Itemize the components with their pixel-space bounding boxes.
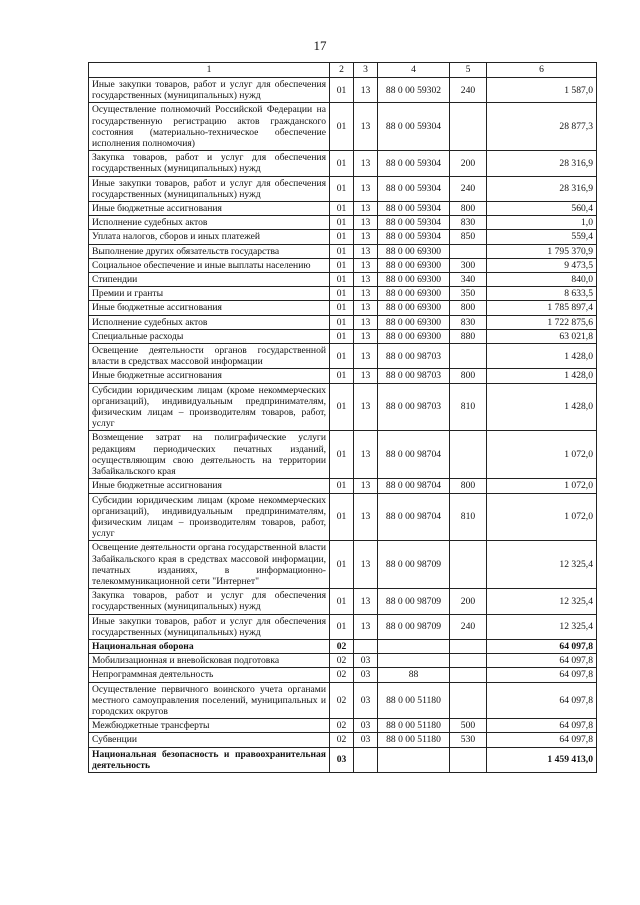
- cell-name: Освещение деятельности органов государственной власти в средствах массовой информации: [89, 344, 330, 369]
- cell-target-article: 88 0 00 51180: [378, 682, 450, 719]
- cell-target-article: 88 0 00 69300: [378, 315, 450, 329]
- cell-target-article: 88 0 00 59304: [378, 103, 450, 151]
- table-row: [89, 151, 597, 176]
- table-row: [89, 654, 597, 668]
- cell-amount: 64 097,8: [487, 733, 597, 747]
- cell-section: 03: [330, 747, 354, 772]
- cell-subsection: 13: [354, 301, 378, 315]
- cell-subsection: 13: [354, 176, 378, 201]
- cell-expense-type: 880: [450, 329, 487, 343]
- cell-name: Иные закупки товаров, работ и услуг для обеспечения государственных (муниципальных) нужд: [89, 614, 330, 639]
- cell-target-article: 88 0 00 59304: [378, 230, 450, 244]
- cell-expense-type: [450, 244, 487, 258]
- cell-target-article: 88 0 00 98709: [378, 589, 450, 614]
- cell-amount: 1 428,0: [487, 344, 597, 369]
- cell-amount: 1 795 370,9: [487, 244, 597, 258]
- table-row: [89, 329, 597, 343]
- cell-amount: 1 072,0: [487, 479, 597, 493]
- cell-target-article: 88 0 00 59304: [378, 176, 450, 201]
- cell-name: Возмещение затрат на полиграфические услуги редакциям периодических печатных изданий, осуществляющим свою деятельность на территории Забайкальского края: [89, 431, 330, 479]
- cell-section: 02: [330, 668, 354, 682]
- cell-section: 01: [330, 258, 354, 272]
- cell-expense-type: [450, 654, 487, 668]
- cell-expense-type: 240: [450, 176, 487, 201]
- cell-amount: 840,0: [487, 273, 597, 287]
- cell-subsection: 13: [354, 258, 378, 272]
- table-row: [89, 344, 597, 369]
- cell-subsection: 13: [354, 344, 378, 369]
- cell-target-article: 88 0 00 51180: [378, 719, 450, 733]
- cell-amount: 12 325,4: [487, 614, 597, 639]
- table-body: [89, 78, 597, 773]
- cell-section: 01: [330, 369, 354, 383]
- table-row: [89, 176, 597, 201]
- table-row: [89, 639, 597, 653]
- cell-target-article: 88 0 00 98704: [378, 493, 450, 541]
- header-col-1: 1: [89, 63, 330, 78]
- cell-expense-type: 810: [450, 493, 487, 541]
- table-row: [89, 733, 597, 747]
- cell-name: Субвенции: [89, 733, 330, 747]
- cell-target-article: 88 0 00 69300: [378, 244, 450, 258]
- cell-section: 02: [330, 719, 354, 733]
- cell-section: 02: [330, 654, 354, 668]
- cell-expense-type: 530: [450, 733, 487, 747]
- cell-subsection: [354, 639, 378, 653]
- cell-target-article: 88 0 00 69300: [378, 301, 450, 315]
- cell-subsection: 13: [354, 315, 378, 329]
- cell-subsection: 13: [354, 273, 378, 287]
- cell-amount: 9 473,5: [487, 258, 597, 272]
- header-col-5: 5: [450, 63, 487, 78]
- cell-expense-type: 850: [450, 230, 487, 244]
- cell-subsection: 13: [354, 329, 378, 343]
- table-row: [89, 383, 597, 431]
- cell-expense-type: [450, 541, 487, 589]
- cell-name: Выполнение других обязательств государства: [89, 244, 330, 258]
- cell-amount: 1 459 413,0: [487, 747, 597, 772]
- cell-amount: 1 722 875,6: [487, 315, 597, 329]
- cell-name: Субсидии юридическим лицам (кроме некоммерческих организаций), индивидуальным предпринимателям, физическим лицам – производителям товаров, работ, услуг: [89, 493, 330, 541]
- cell-subsection: 13: [354, 244, 378, 258]
- cell-target-article: 88 0 00 69300: [378, 287, 450, 301]
- table-row: [89, 202, 597, 216]
- cell-subsection: 13: [354, 541, 378, 589]
- cell-subsection: 13: [354, 589, 378, 614]
- cell-subsection: 03: [354, 733, 378, 747]
- cell-name: Иные закупки товаров, работ и услуг для обеспечения государственных (муниципальных) нужд: [89, 176, 330, 201]
- cell-subsection: 03: [354, 719, 378, 733]
- table-row: [89, 479, 597, 493]
- cell-expense-type: [450, 344, 487, 369]
- cell-target-article: 88 0 00 51180: [378, 733, 450, 747]
- cell-section: 01: [330, 315, 354, 329]
- cell-target-article: [378, 747, 450, 772]
- cell-section: 01: [330, 383, 354, 431]
- table-row: [89, 258, 597, 272]
- cell-name: Субсидии юридическим лицам (кроме некоммерческих организаций), индивидуальным предпринимателям, физическим лицам – производителям товаров, работ, услуг: [89, 383, 330, 431]
- cell-section: 02: [330, 682, 354, 719]
- cell-section: 01: [330, 273, 354, 287]
- cell-section: 01: [330, 301, 354, 315]
- cell-expense-type: 810: [450, 383, 487, 431]
- table-row: [89, 230, 597, 244]
- cell-section: 01: [330, 103, 354, 151]
- cell-expense-type: 200: [450, 151, 487, 176]
- page-number: 17: [313, 38, 327, 53]
- cell-section: 01: [330, 329, 354, 343]
- cell-name: Иные закупки товаров, работ и услуг для обеспечения государственных (муниципальных) нужд: [89, 78, 330, 103]
- cell-expense-type: 800: [450, 369, 487, 383]
- table-row: [89, 589, 597, 614]
- cell-subsection: 13: [354, 479, 378, 493]
- cell-amount: 1 428,0: [487, 369, 597, 383]
- cell-name: Осуществление первичного воинского учета органами местного самоуправления поселений, муниципальных и городских округов: [89, 682, 330, 719]
- budget-table: [88, 62, 597, 773]
- cell-section: 01: [330, 431, 354, 479]
- cell-target-article: 88 0 00 98709: [378, 541, 450, 589]
- cell-amount: 28 877,3: [487, 103, 597, 151]
- cell-amount: 559,4: [487, 230, 597, 244]
- cell-name: Специальные расходы: [89, 329, 330, 343]
- cell-section: 01: [330, 344, 354, 369]
- cell-name: Закупка товаров, работ и услуг для обеспечения государственных (муниципальных) нужд: [89, 589, 330, 614]
- cell-amount: 1 428,0: [487, 383, 597, 431]
- cell-amount: 64 097,8: [487, 639, 597, 653]
- cell-subsection: 03: [354, 654, 378, 668]
- cell-section: 02: [330, 639, 354, 653]
- cell-amount: 1,0: [487, 216, 597, 230]
- cell-target-article: 88 0 00 69300: [378, 258, 450, 272]
- cell-subsection: 13: [354, 202, 378, 216]
- cell-amount: 28 316,9: [487, 151, 597, 176]
- cell-section: 01: [330, 589, 354, 614]
- cell-subsection: [354, 747, 378, 772]
- cell-expense-type: 830: [450, 216, 487, 230]
- cell-name: Исполнение судебных актов: [89, 315, 330, 329]
- cell-name: Иные бюджетные ассигнования: [89, 369, 330, 383]
- cell-expense-type: [450, 668, 487, 682]
- table-row: [89, 103, 597, 151]
- cell-target-article: 88 0 00 69300: [378, 329, 450, 343]
- cell-subsection: 13: [354, 78, 378, 103]
- cell-target-article: 88 0 00 59302: [378, 78, 450, 103]
- cell-section: 02: [330, 733, 354, 747]
- cell-section: 01: [330, 202, 354, 216]
- cell-expense-type: 800: [450, 301, 487, 315]
- cell-subsection: 13: [354, 493, 378, 541]
- cell-section: 01: [330, 287, 354, 301]
- cell-amount: 64 097,8: [487, 668, 597, 682]
- cell-subsection: 13: [354, 614, 378, 639]
- cell-section: 01: [330, 78, 354, 103]
- table-row: [89, 719, 597, 733]
- header-col-2: 2: [330, 63, 354, 78]
- cell-subsection: 13: [354, 103, 378, 151]
- cell-section: 01: [330, 244, 354, 258]
- cell-name: Мобилизационная и вневойсковая подготовка: [89, 654, 330, 668]
- cell-expense-type: [450, 747, 487, 772]
- cell-section: 01: [330, 541, 354, 589]
- cell-amount: 12 325,4: [487, 541, 597, 589]
- cell-name: Иные бюджетные ассигнования: [89, 202, 330, 216]
- cell-subsection: 13: [354, 216, 378, 230]
- cell-expense-type: 200: [450, 589, 487, 614]
- cell-amount: 1 072,0: [487, 431, 597, 479]
- cell-section: 01: [330, 216, 354, 230]
- table-row: [89, 682, 597, 719]
- table-row: [89, 315, 597, 329]
- cell-target-article: 88: [378, 668, 450, 682]
- cell-name: Премии и гранты: [89, 287, 330, 301]
- cell-target-article: 88 0 00 98703: [378, 369, 450, 383]
- cell-target-article: 88 0 00 98704: [378, 431, 450, 479]
- cell-expense-type: [450, 431, 487, 479]
- cell-name: Национальная безопасность и правоохранительная деятельность: [89, 747, 330, 772]
- cell-section: 01: [330, 614, 354, 639]
- cell-target-article: 88 0 00 59304: [378, 151, 450, 176]
- cell-name: Иные бюджетные ассигнования: [89, 479, 330, 493]
- table-row: [89, 273, 597, 287]
- cell-name: Осуществление полномочий Российской Федерации на государственную регистрацию актов гражданского состояния (материально-техническое обеспечение исполнения полномочия): [89, 103, 330, 151]
- cell-expense-type: 340: [450, 273, 487, 287]
- cell-expense-type: 500: [450, 719, 487, 733]
- cell-amount: 8 633,5: [487, 287, 597, 301]
- table-row: [89, 747, 597, 772]
- cell-subsection: 13: [354, 230, 378, 244]
- cell-subsection: 13: [354, 369, 378, 383]
- cell-subsection: 13: [354, 431, 378, 479]
- cell-name: Освещение деятельности органа государственной власти Забайкальского края в средствах массовой информации, печатных изданиях, в информационно-телекоммуникационной сети "Интернет": [89, 541, 330, 589]
- cell-section: 01: [330, 176, 354, 201]
- cell-expense-type: 240: [450, 614, 487, 639]
- cell-amount: 12 325,4: [487, 589, 597, 614]
- cell-expense-type: [450, 682, 487, 719]
- cell-amount: 64 097,8: [487, 719, 597, 733]
- cell-section: 01: [330, 479, 354, 493]
- cell-amount: 1 785 897,4: [487, 301, 597, 315]
- cell-section: 01: [330, 493, 354, 541]
- cell-subsection: 03: [354, 682, 378, 719]
- header-col-4: 4: [378, 63, 450, 78]
- cell-name: Стипендии: [89, 273, 330, 287]
- cell-target-article: [378, 654, 450, 668]
- cell-target-article: 88 0 00 98709: [378, 614, 450, 639]
- cell-amount: 560,4: [487, 202, 597, 216]
- cell-expense-type: 800: [450, 202, 487, 216]
- cell-section: 01: [330, 151, 354, 176]
- cell-name: Иные бюджетные ассигнования: [89, 301, 330, 315]
- header-col-3: 3: [354, 63, 378, 78]
- cell-expense-type: [450, 103, 487, 151]
- cell-expense-type: 800: [450, 479, 487, 493]
- table-row: [89, 216, 597, 230]
- table-row: [89, 301, 597, 315]
- cell-target-article: 88 0 00 98704: [378, 479, 450, 493]
- cell-subsection: 13: [354, 383, 378, 431]
- cell-target-article: [378, 639, 450, 653]
- cell-amount: 64 097,8: [487, 654, 597, 668]
- cell-target-article: 88 0 00 98703: [378, 383, 450, 431]
- cell-amount: 28 316,9: [487, 176, 597, 201]
- table-row: [89, 244, 597, 258]
- cell-name: Межбюджетные трансферты: [89, 719, 330, 733]
- cell-expense-type: 350: [450, 287, 487, 301]
- cell-subsection: 13: [354, 151, 378, 176]
- cell-name: Исполнение судебных актов: [89, 216, 330, 230]
- cell-target-article: 88 0 00 98703: [378, 344, 450, 369]
- table-row: [89, 493, 597, 541]
- cell-amount: 1 587,0: [487, 78, 597, 103]
- cell-target-article: 88 0 00 59304: [378, 216, 450, 230]
- cell-amount: 63 021,8: [487, 329, 597, 343]
- cell-subsection: 03: [354, 668, 378, 682]
- header-col-6: 6: [487, 63, 597, 78]
- table-row: [89, 78, 597, 103]
- table-row: [89, 287, 597, 301]
- table-header-row: [89, 63, 597, 78]
- table-row: [89, 541, 597, 589]
- cell-name: Национальная оборона: [89, 639, 330, 653]
- cell-expense-type: 300: [450, 258, 487, 272]
- cell-name: Социальное обеспечение и иные выплаты населению: [89, 258, 330, 272]
- cell-amount: 64 097,8: [487, 682, 597, 719]
- cell-expense-type: [450, 639, 487, 653]
- cell-expense-type: 240: [450, 78, 487, 103]
- cell-name: Уплата налогов, сборов и иных платежей: [89, 230, 330, 244]
- cell-amount: 1 072,0: [487, 493, 597, 541]
- table-row: [89, 431, 597, 479]
- cell-expense-type: 830: [450, 315, 487, 329]
- table-row: [89, 668, 597, 682]
- table-row: [89, 614, 597, 639]
- cell-section: 01: [330, 230, 354, 244]
- cell-target-article: 88 0 00 69300: [378, 273, 450, 287]
- cell-name: Непрограммная деятельность: [89, 668, 330, 682]
- table-row: [89, 369, 597, 383]
- cell-target-article: 88 0 00 59304: [378, 202, 450, 216]
- cell-name: Закупка товаров, работ и услуг для обеспечения государственных (муниципальных) нужд: [89, 151, 330, 176]
- cell-subsection: 13: [354, 287, 378, 301]
